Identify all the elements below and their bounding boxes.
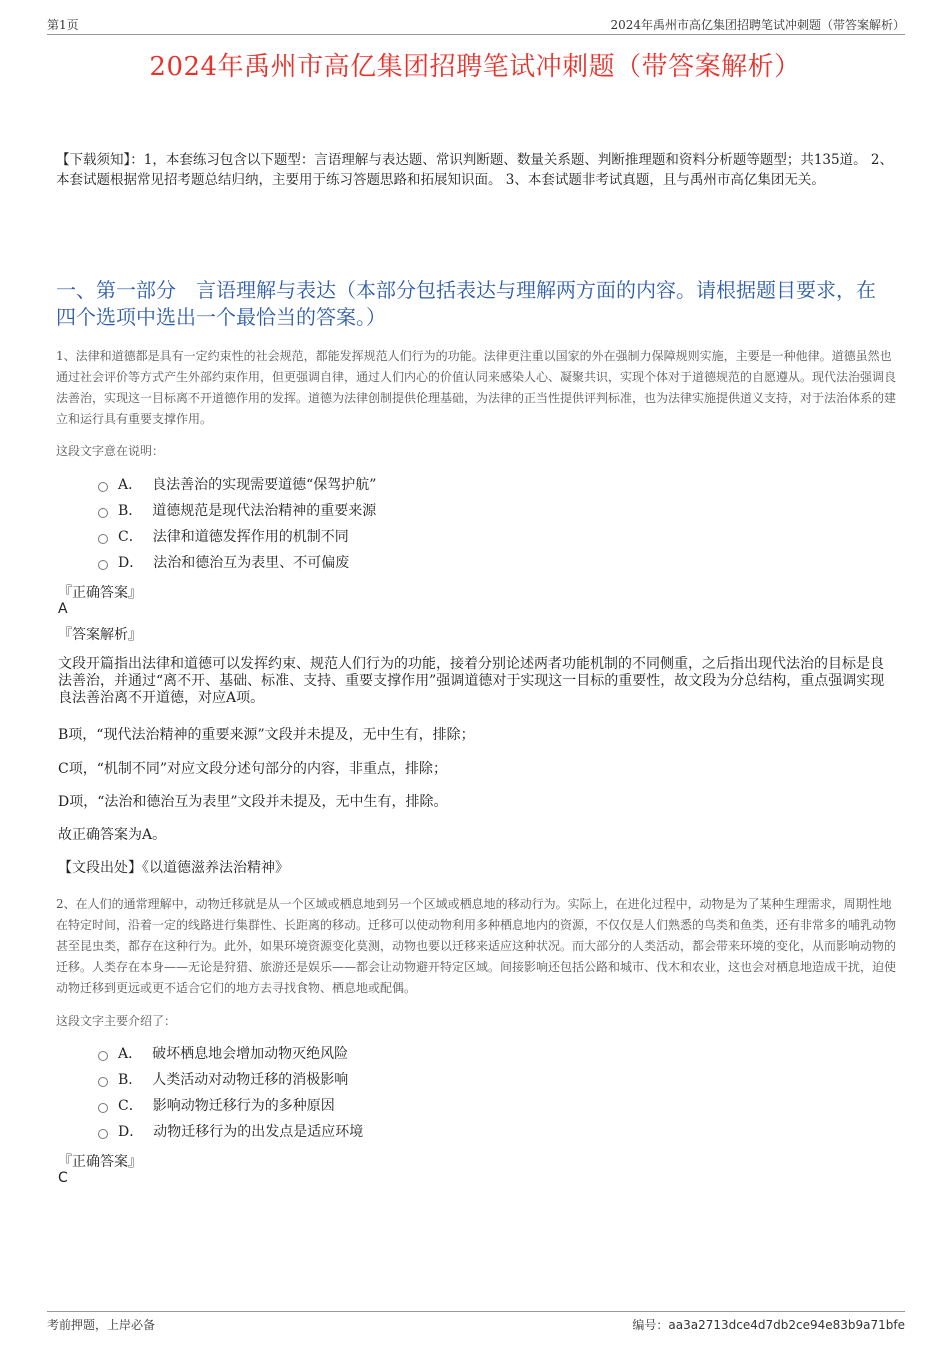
- q1-answer: A: [58, 601, 68, 617]
- q1-option-b[interactable]: B． 道德规范是现代法治精神的重要来源: [98, 500, 376, 522]
- document-title: 2024年禹州市高亿集团招聘笔试冲刺题（带答案解析）: [149, 52, 801, 82]
- q1-source: 【文段出处】《以道德滋养法治精神》: [58, 860, 289, 876]
- radio-icon[interactable]: [98, 508, 108, 518]
- download-notice: 【下载须知】：1，本套练习包含以下题型：言语理解与表达题、常识判断题、数量关系题、判断推理题和资料分析题等题型；共135道。 2、本套试题根据常见招考题总结归纳，主要用于练习答题思路和拓展知识面。 3、本套试题非考试真题，且与禹州市高亿集团无关。: [56, 152, 893, 188]
- radio-icon[interactable]: [98, 482, 108, 492]
- q1-option-a[interactable]: A． 良法善治的实现需要道德“保驾护航”: [98, 474, 376, 496]
- q1-analysis-paragraph: 文段开篇指出法律和道德可以发挥约束、规范人们行为的功能，接着分别论述两者功能机制的不同侧重，之后指出现代法治的目标是良法善治，并通过“离不开、基础、标准、支持、重要支撑作用”强调道德对于实现这一目标的重要性，故文段为分总结构，重点强调实现良法善治离不开道德，对应A项。: [58, 656, 885, 706]
- q2-answer-label: 『正确答案』: [58, 1154, 142, 1170]
- q2-option-b[interactable]: B． 人类活动对动物迁移的消极影响: [98, 1069, 348, 1091]
- q1-answer-label: 『正确答案』: [58, 585, 142, 601]
- q2-option-a[interactable]: A． 破坏栖息地会增加动物灭绝风险: [98, 1043, 348, 1065]
- page-number: 第1页: [47, 18, 79, 32]
- radio-icon[interactable]: [98, 1077, 108, 1087]
- q1-option-d[interactable]: D． 法治和德治互为表里、不可偏废: [98, 552, 349, 574]
- radio-icon[interactable]: [98, 534, 108, 544]
- page-header: [47, 14, 905, 35]
- question-1-prompt: 这段文字意在说明：: [56, 444, 165, 458]
- q1-analysis-b: B项，“现代法治精神的重要来源”文段并未提及，无中生有，排除；: [58, 727, 475, 743]
- footer-slogan: 考前押题，上岸必备: [47, 1318, 156, 1332]
- q1-analysis-c: C项，“机制不同”对应文段分述句部分的内容，非重点，排除；: [58, 761, 448, 777]
- q1-analysis-conclusion: 故正确答案为A。: [58, 827, 167, 843]
- radio-icon[interactable]: [98, 1103, 108, 1113]
- question-1-text: 1、法律和道德都是具有一定约束性的社会规范，都能发挥规范人们行为的功能。法律更注重以国家的外在强制力保障规则实施，主要是一种他律。道德虽然也通过社会评价等方式产生外部约束作用，但更强调自律，通过人们内心的价值认同来感染人心、凝聚共识，实现个体对于道德规范的自愿遵从。现代法治强调良法善治，实现这一目标离不开道德作用的发挥。道德为法律创制提供伦理基础，为法律的正当性提供评判标准，也为法律实施提供道义支持，对于法治体系的建立和运行具有重要支撑作用。: [56, 349, 897, 426]
- radio-icon[interactable]: [98, 560, 108, 570]
- radio-icon[interactable]: [98, 1129, 108, 1139]
- question-2-prompt: 这段文字主要介绍了：: [56, 1014, 177, 1028]
- page-footer: [47, 1311, 905, 1334]
- footer-code: 编号：aa3a2713dce4d7db2ce94e83b9a71bfe: [632, 1318, 905, 1332]
- section-title: 一、第一部分 言语理解与表达（本部分包括表达与理解两方面的内容。请根据题目要求，在四个选项中选出一个最恰当的答案。）: [56, 278, 876, 329]
- radio-icon[interactable]: [98, 1051, 108, 1061]
- q1-analysis-d: D项，“法治和德治互为表里”文段并未提及，无中生有，排除。: [58, 794, 448, 810]
- q2-answer: C: [58, 1170, 68, 1186]
- q1-option-c[interactable]: C． 法律和道德发挥作用的机制不同: [98, 526, 349, 548]
- question-2-text: 2、在人们的通常理解中，动物迁移就是从一个区域或栖息地到另一个区域或栖息地的移动行为。实际上，在进化过程中，动物是为了某种生理需求，周期性地在特定时间，沿着一定的线路进行集群性、长距离的移动。迁移可以使动物利用多种栖息地内的资源，不仅仅是人们熟悉的鸟类和鱼类，还有非常多的哺乳动物甚至昆虫类，都存在这种行为。此外，如果环境资源变化莫测，动物也要以迁移来适应这种状况。而大部分的人类活动，都会带来环境的变化，从而影响动物的迁移。人类存在本身——无论是狩猎、旅游还是娱乐——都会让动物避开特定区域。间接影响还包括公路和城市、伐木和农业，这也会对栖息地造成干扰，迫使动物迁移到更远或更不适合它们的地方去寻找食物、栖息地或配偶。: [56, 897, 897, 995]
- q1-analysis-label: 『答案解析』: [58, 627, 142, 643]
- header-doc-title: 2024年禹州市高亿集团招聘笔试冲刺题（带答案解析）: [610, 18, 905, 32]
- q2-option-d[interactable]: D． 动物迁移行为的出发点是适应环境: [98, 1121, 363, 1143]
- q2-option-c[interactable]: C． 影响动物迁移行为的多种原因: [98, 1095, 335, 1117]
